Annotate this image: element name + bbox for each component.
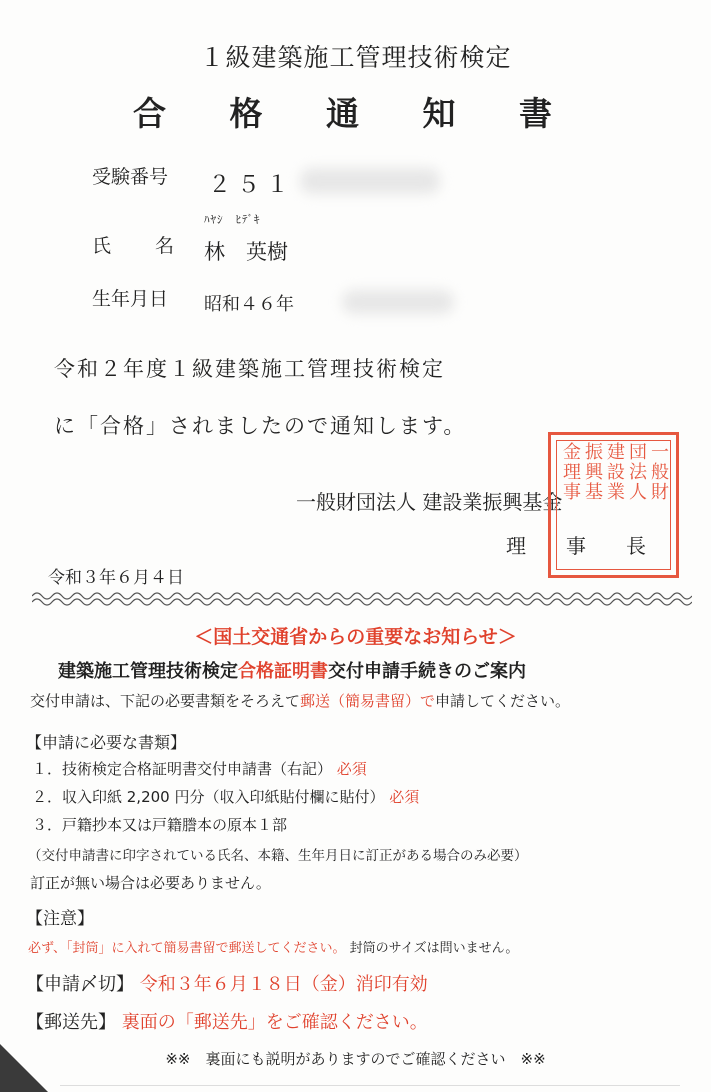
required-badge: 必須 — [389, 788, 420, 806]
intro-line — [30, 690, 570, 711]
deadline-line — [26, 970, 428, 996]
issuer-organization: 一般財団法人 建設業振興基金 — [296, 490, 563, 514]
caution-black-text: 封筒のサイズは問いません。 — [349, 941, 519, 956]
intro-highlight: 郵送（簡易書留）で — [300, 692, 436, 710]
guide-title-highlight: 合格証明書 — [238, 661, 328, 682]
deadline-value: 令和３年６月１８日（金）消印有効 — [139, 974, 428, 995]
exam-title: １級建築施工管理技術検定 — [199, 43, 512, 72]
doc-item-2 — [32, 786, 419, 807]
doc-item-1-text: １．技術検定合格証明書交付申請書（右記） — [32, 760, 333, 778]
required-badge: 必須 — [336, 760, 367, 778]
address-value: 裏面の「郵送先」をご確認ください。 — [121, 1012, 428, 1033]
address-label: 【郵送先】 — [26, 1012, 116, 1033]
birth-date-value: 昭和４６年 — [204, 294, 294, 315]
official-seal: 一般財 団法人 建設業 振興基 金理事 — [548, 432, 679, 578]
name-value: 林 英樹 — [204, 240, 288, 264]
docs-heading: 【申請に必要な書類】 — [26, 733, 187, 752]
caution-red-text: 必ず、「封筒」に入れて簡易書留で郵送してください。 — [28, 941, 346, 956]
address-line — [26, 1008, 428, 1034]
doc-item-3-note: （交付申請書に印字されている氏名、本籍、生年月日に訂正がある場合のみ必要） — [28, 848, 528, 864]
body-line-1: 令和２年度１級建築施工管理技術検定 — [54, 357, 445, 381]
name-label: 氏 名 — [92, 235, 177, 257]
document-title: 合 格 通 知 書 — [133, 94, 578, 133]
doc-item-1 — [32, 758, 367, 779]
redacted-exam-number — [300, 168, 440, 194]
bottom-edge-line — [60, 1085, 680, 1086]
notice-heading: ＜国土交通省からの重要なお知らせ＞ — [194, 626, 517, 648]
body-line-2: に「合格」されましたので通知します。 — [54, 414, 467, 438]
birth-date-label: 生年月日 — [92, 288, 169, 310]
exam-number-value: ２５１ — [208, 172, 295, 198]
page-corner-shadow — [0, 1044, 48, 1092]
footer-note: ※※ 裏面にも説明がありますのでご確認ください ※※ — [165, 1050, 546, 1068]
intro-prefix: 交付申請は、下記の必要書類をそろえて — [30, 692, 301, 710]
exam-number-label: 受験番号 — [92, 166, 169, 188]
name-reading: ﾊﾔｼ ﾋﾃﾞｷ — [204, 213, 261, 226]
deadline-label: 【申請〆切】 — [26, 974, 134, 995]
issuer-title: 理 事 長 — [506, 534, 646, 558]
intro-suffix: 申請してください。 — [435, 692, 571, 710]
guide-title-suffix: 交付申請手続きのご案内 — [328, 661, 526, 682]
doc-item-3: ３．戸籍抄本又は戸籍謄本の原本１部 — [32, 816, 288, 834]
wavy-divider — [32, 590, 692, 608]
issue-date: 令和３年６月４日 — [48, 568, 184, 588]
doc-item-3-note-2: 訂正が無い場合は必要ありません。 — [30, 874, 271, 892]
guide-title — [58, 657, 526, 683]
caution-heading: 【注意】 — [26, 909, 94, 929]
guide-title-prefix: 建築施工管理技術検定 — [58, 661, 238, 682]
redacted-birth-date — [342, 290, 454, 314]
doc-item-2-text: ２．収入印紙 2,200 円分（収入印紙貼付欄に貼付） — [32, 788, 385, 806]
caution-line — [28, 937, 518, 956]
